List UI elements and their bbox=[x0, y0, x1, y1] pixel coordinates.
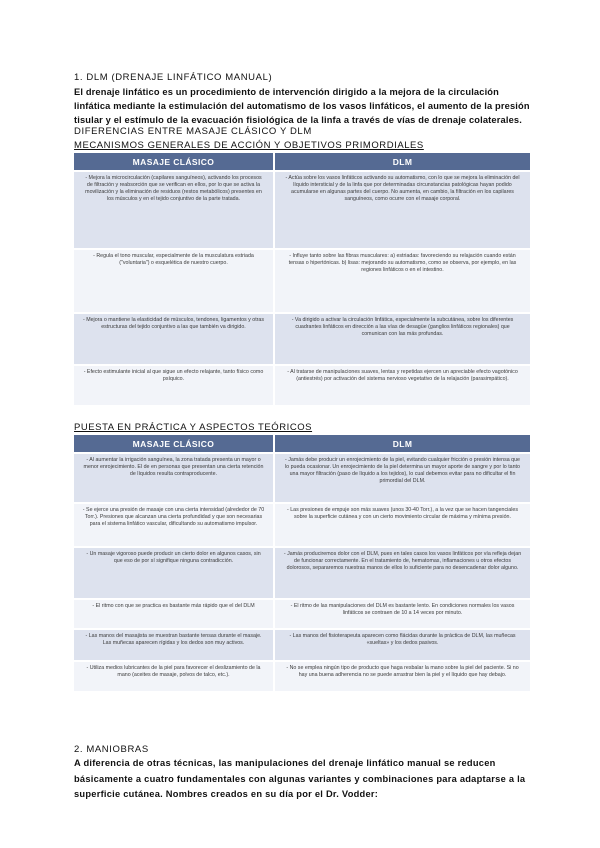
table-row bbox=[74, 547, 530, 599]
practice-table bbox=[74, 435, 530, 691]
table-cell: - Un masaje vigoroso puede producir un cierto dolor en algunos casos, sin que eso de por sí signifique ninguna contradicción. bbox=[74, 547, 274, 599]
table2-title: PUESTA EN PRÁCTICA Y ASPECTOS TEÓRICOS bbox=[74, 422, 313, 433]
maneuvers-heading: 2. MANIOBRAS bbox=[74, 744, 149, 755]
table-row bbox=[74, 365, 530, 405]
table-row bbox=[74, 249, 530, 313]
table-row bbox=[74, 661, 530, 691]
table-cell: - Jamás produciremos dolor con el DLM, pues en tales casos los vasos linfáticos por vía refleja dejan de funcionar correctamente. En el tratamiento de, hematomas, inflamaciones u otros efectos dolorosos, separaremos nuestras manos de ellos lo suficiente para no desencadenar dolor alguno. bbox=[274, 547, 530, 599]
table-cell: - Las manos del fisioterapeuta aparecen como flácidas durante la práctica de DLM, las muñecas «sueltas» y los dedos pasivos. bbox=[274, 629, 530, 661]
table-cell: - El ritmo con que se practica es bastante más rápido que el del DLM bbox=[74, 599, 274, 629]
table1-header-classic: MASAJE CLÁSICO bbox=[74, 153, 274, 171]
table-cell: - Al tratarse de manipulaciones suaves, lentas y repetidas ejercen un apreciable efecto vagotónico (antiestrés) por activación del sistema nervioso vegetativo de la relajación (parasimpático). bbox=[274, 365, 530, 405]
table-cell: - Actúa sobre los vasos linfáticos activando su automatismo, con lo que se mejora la eliminación del líquido intersticial y de la linfa que por determinadas circunstancias patológicas hayan podido acumularse en algunas partes del cuerpo. No aumenta, en cambio, la filtración en los capilares sanguíneos, como ocurre con el masaje corporal. bbox=[274, 171, 530, 249]
table-row bbox=[74, 171, 530, 249]
table2-header-classic: MASAJE CLÁSICO bbox=[74, 435, 274, 453]
differences-heading: DIFERENCIAS ENTRE MASAJE CLÁSICO Y DLM bbox=[74, 126, 312, 137]
table-cell: - Al aumentar la irrigación sanguínea, la zona tratada presenta un mayor o menor enrojecimiento. El de en personas que presentan una cierta retención de líquidos resulta contraproducente. bbox=[74, 453, 274, 503]
table-cell: - El ritmo de las manipulaciones del DLM es bastante lento. En condiciones normales los vasos linfáticos se contraen de 10 a 14 veces por minuto. bbox=[274, 599, 530, 629]
table-cell: - Las manos del masajista se muestran bastante tensas durante el masaje. Las muñecas aparecen rígidas y los dedos son muy activos. bbox=[74, 629, 274, 661]
mechanisms-table bbox=[74, 153, 530, 405]
table-cell: - Mejora la microcirculación (capilares sanguíneos), activando los procesos de filtración y reabsorción que se verifican en ellos, por lo que se activa la movilización y la eliminación de residuos (restos metabólicos) presentes en los músculos y en el tejido conjuntivo de la parte tratada. bbox=[74, 171, 274, 249]
table-row bbox=[74, 599, 530, 629]
table-row bbox=[74, 453, 530, 503]
table-row bbox=[74, 313, 530, 365]
table-cell: - Efecto estimulante inicial al que sigue un efecto relajante, tanto físico como psíquico. bbox=[74, 365, 274, 405]
table-row bbox=[74, 629, 530, 661]
table1-header-dlm: DLM bbox=[274, 153, 530, 171]
table-cell: - Se ejerce una presión de masaje con una cierta intensidad (alrededor de 70 Torr.). Presiones que alcanzan una cierta profundidad y que son necesarias para el sistema linfático vascular, dificultando su automatismo impulsor. bbox=[74, 503, 274, 547]
table-cell: - Va dirigido a activar la circulación linfática, especialmente la subcutánea, sobre los diferentes cuadrantes linfáticos en dirección a las vías de desagüe (ganglios linfáticos regionales) que comunican con las más profundas. bbox=[274, 313, 530, 365]
table2-header-dlm: DLM bbox=[274, 435, 530, 453]
maneuvers-paragraph: A diferencia de otras técnicas, las manipulaciones del drenaje linfático manual se reducen básicamente a cuatro fundamentales con algunas variantes y combinaciones para adaptarse a la superficie cutánea. Nombres creados en su día por el Dr. Vodder: bbox=[74, 758, 526, 799]
table-cell: - Utiliza medios lubricantes de la piel para favorecer el deslizamiento de la mano (aceites de masaje, polvos de talco, etc.). bbox=[74, 661, 274, 691]
table-row bbox=[74, 503, 530, 547]
table-cell: - Influye tanto sobre las fibras musculares: a) estriadas: favoreciendo su relajación cuando están tensas o hipertónicas. b) lisas: mejorando su automatismo, como se observa, por ejemplo, en las regiones linfáticos o en el intestino. bbox=[274, 249, 530, 313]
intro-paragraph: El drenaje linfático es un procedimiento de intervención dirigido a la mejora de la circulación linfática mediante la estimulación del automatismo de los vasos linfáticos, el aumento de la presión tisular y el estímulo de la evacuación fisiológica de la linfa a través de vías de drenaje colaterales. bbox=[74, 87, 530, 126]
table-cell: - Las presiones de empuje son más suaves (unos 30-40 Torr.), a la vez que se hacen tangenciales sobre la superficie cutánea y con un cierto movimiento circular de máxima y mínima presión. bbox=[274, 503, 530, 547]
table-cell: - Jamás debe producir un enrojecimiento de la piel, evitando cualquier fricción o presión intensa que lo pueda ocasionar. Un enrojecimiento de la piel determina un mayor aporte de sangre y por lo tanto una mayor filtración (paso de líquido a los tejidos), lo cual debemos evitar para no dificultar el fin primordial del DLM. bbox=[274, 453, 530, 503]
table-cell: - No se emplea ningún tipo de producto que haga resbalar la mano sobre la piel del paciente. Si no hay una buena adherencia no se puede arrastrar bien la piel y el líquido que hay debajo. bbox=[274, 661, 530, 691]
table1-title: MECANISMOS GENERALES DE ACCIÓN Y OBJETIVOS PRIMORDIALES bbox=[74, 140, 424, 151]
table-cell: - Mejora o mantiene la elasticidad de músculos, tendones, ligamentos y otras estructuras del tejido conjuntivo a las que también va dirigido. bbox=[74, 313, 274, 365]
table-cell: - Regula el tono muscular, especialmente de la musculatura estriada ("voluntaria") o esquelética de nuestro cuerpo. bbox=[74, 249, 274, 313]
section-heading-dlm: 1. DLM (DRENAJE LINFÁTICO MANUAL) bbox=[74, 72, 273, 83]
